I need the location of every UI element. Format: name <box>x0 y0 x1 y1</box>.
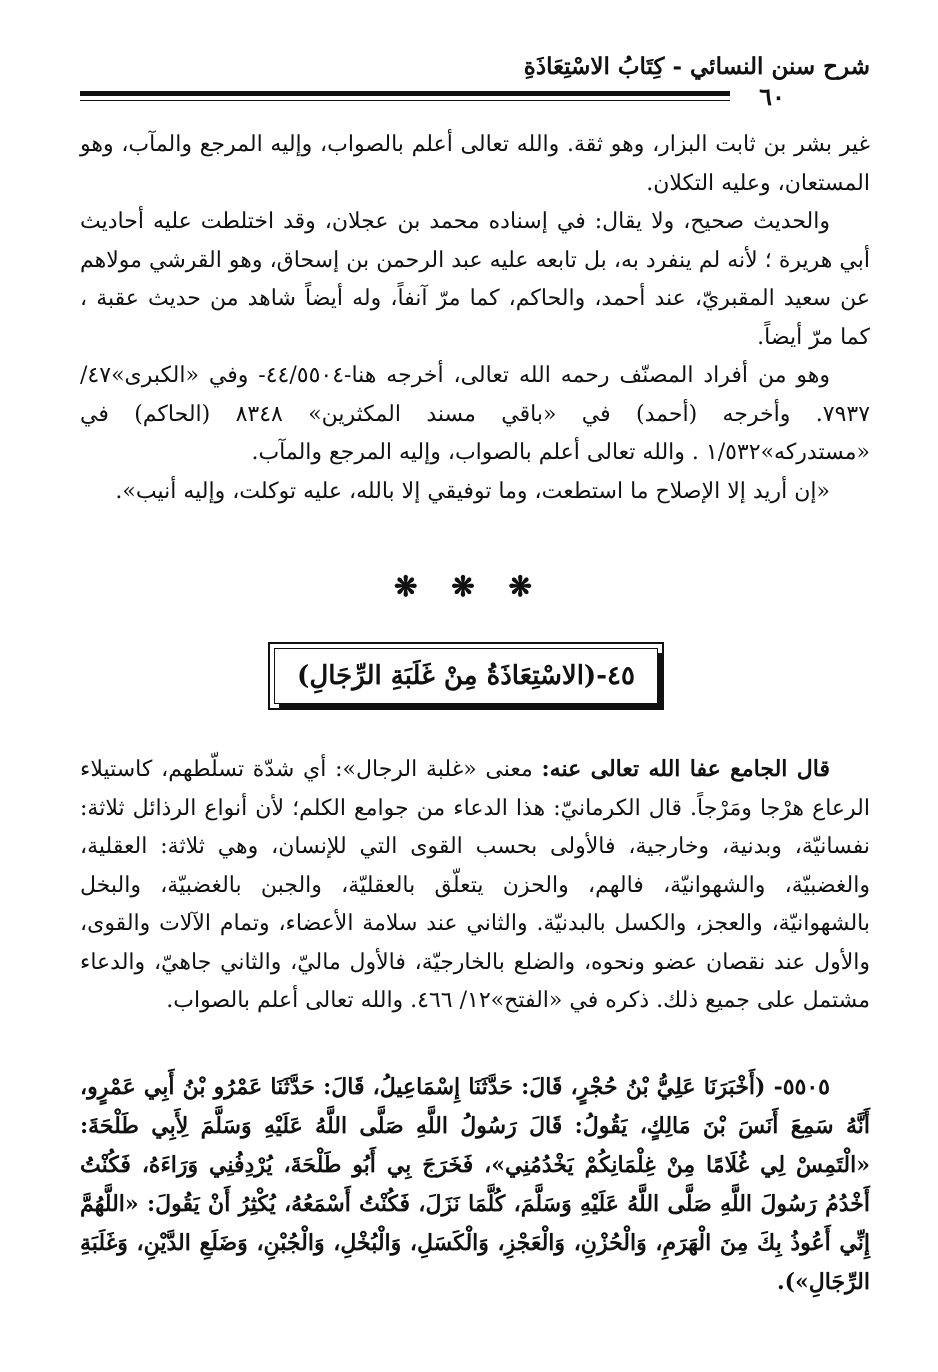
commentary-paragraph <box>80 750 870 1021</box>
commentary-section <box>80 750 870 1021</box>
top-section <box>80 126 870 511</box>
header-rule-thin <box>80 100 730 101</box>
header-rule-thick <box>80 91 730 96</box>
running-header: شرح سنن النسائي - كِتَابُ الاسْتِعَاذَةِ <box>523 53 870 80</box>
page-number: ٦٠ <box>759 82 785 111</box>
paragraph-3: وهو من أفراد المصنّف رحمه الله تعالى، أخرجه هنا-٤٤/٥٥٠٤- وفي «الكبرى»٤٧/ ٧٩٣٧. وأخرجه (أحمد) في «باقي مسند المكثرين» ٨٣٤٨ (الحاكم) في «مستدركه»١/٥٣٢ . والله تعالى أعلم بالصواب، وإليه المرجع والمآب. <box>80 363 871 465</box>
commentary-text: معنى «غلبة الرجال»: أي شدّة تسلّطهم، كاستيلاء الرعاع هرْجا ومَرْجاً. قال الكرمانيّ: هذا الدعاء من جوامع الكلم؛ لأن أنواع الرذائل ثلاثة: نفسانيّة، وبدنية، وخارجية، فالأولى بحسب القوى التي للإنسان، وهي ثلاثة: العقلية، والغضبيّة، والشهوانيّة، فالهم، والحزن يتعلّق بالعقليّة، والجبن بالغضبيّة، والبخل بالشهوانيّة، والعجز، والكسل بالبدنيّة. والثاني عند سلامة الأعضاء، وتمام الآلات والقوى، والأول عند نقصان عضو ونحوه، والضلع بالخارجيّة، فالأول ماليّ، والثاني جاهيّ، والدعاء مشتمل على جميع ذلك. ذكره في «الفتح»١٢/ ٤٦٦. والله تعالى أعلم بالصواب. <box>80 757 870 1013</box>
commentary-lead: قال الجامع عفا الله تعالى عنه: <box>541 756 831 782</box>
header-rule <box>80 91 730 101</box>
section-separator: ❋ ❋ ❋ <box>394 570 544 603</box>
chapter-title: ٤٥-(الاسْتِعَاذَةُ مِنْ غَلَبَةِ الرِّجَالِ) <box>274 648 658 704</box>
chapter-title-box <box>268 642 664 710</box>
paragraph-2: والحديث صحيح، ولا يقال: في إسناده محمد بن عجلان، وقد اختلطت عليه أحاديث أبي هريرة ؛ لأنه لم ينفرد به، بل تابعه عليه عبد الرحمن بن إسحاق، وهو القرشي مولاهم عن سعيد المقبريّ، عند أحمد، والحاكم، كما مرّ آنفاً، وله أيضاً شاهد من حديث عقبة ، كما مرّ أيضاً. <box>80 209 870 350</box>
paragraph-1: غير بشر بن ثابت البزار، وهو ثقة. والله تعالى أعلم بالصواب، وإليه المرجع والمآب، وهو المستعان، وعليه التكلان. <box>80 132 870 196</box>
hadith-text: ٥٥٠٥- (أَخْبَرَنَا عَلِيُّ بْنُ حُجْرٍ، قَالَ: حَدَّثَنَا إِسْمَاعِيلُ، قَالَ: حَدَّثَنَا عَمْرُو بْنُ أَبِي عَمْرٍو، أَنَّهُ سَمِعَ أَنَسَ بْنَ مَالِكٍ، يَقُولُ: قَالَ رَسُولُ اللَّهِ صَلَّى اللَّهُ عَلَيْهِ وَسَلَّمَ لِأَبِي طَلْحَةَ: «الْتَمِسْ لِي غُلَامًا مِنْ غِلْمَانِكُمْ يَخْدُمُنِي»، فَخَرَجَ بِي أَبُو طَلْحَةَ، يُرْدِفُنِي وَرَاءَهُ، فَكُنْتُ أَخْدُمُ رَسُولَ اللَّهِ صَلَّى اللَّهُ عَلَيْهِ وَسَلَّمَ، كُلَّمَا نَزَلَ، فَكُنْتُ أَسْمَعُهُ، يُكْثِرُ أَنْ يَقُولَ: «اللَّهُمَّ إِنِّي أَعُوذُ بِكَ مِنَ الْهَرَمِ، وَالْحُزْنِ، وَالْعَجْزِ، وَالْكَسَلِ، وَالْبُخْلِ، وَالْجُبْنِ، وَضَلَعِ الدَّيْنِ، وَغَلَبَةِ الرِّجَالِ»). <box>80 1074 870 1295</box>
hadith-section <box>80 1068 870 1302</box>
paragraph-4: «إن أريد إلا الإصلاح ما استطعت، وما توفيقي إلا بالله، عليه توكلت، وإليه أنيب». <box>115 478 830 504</box>
